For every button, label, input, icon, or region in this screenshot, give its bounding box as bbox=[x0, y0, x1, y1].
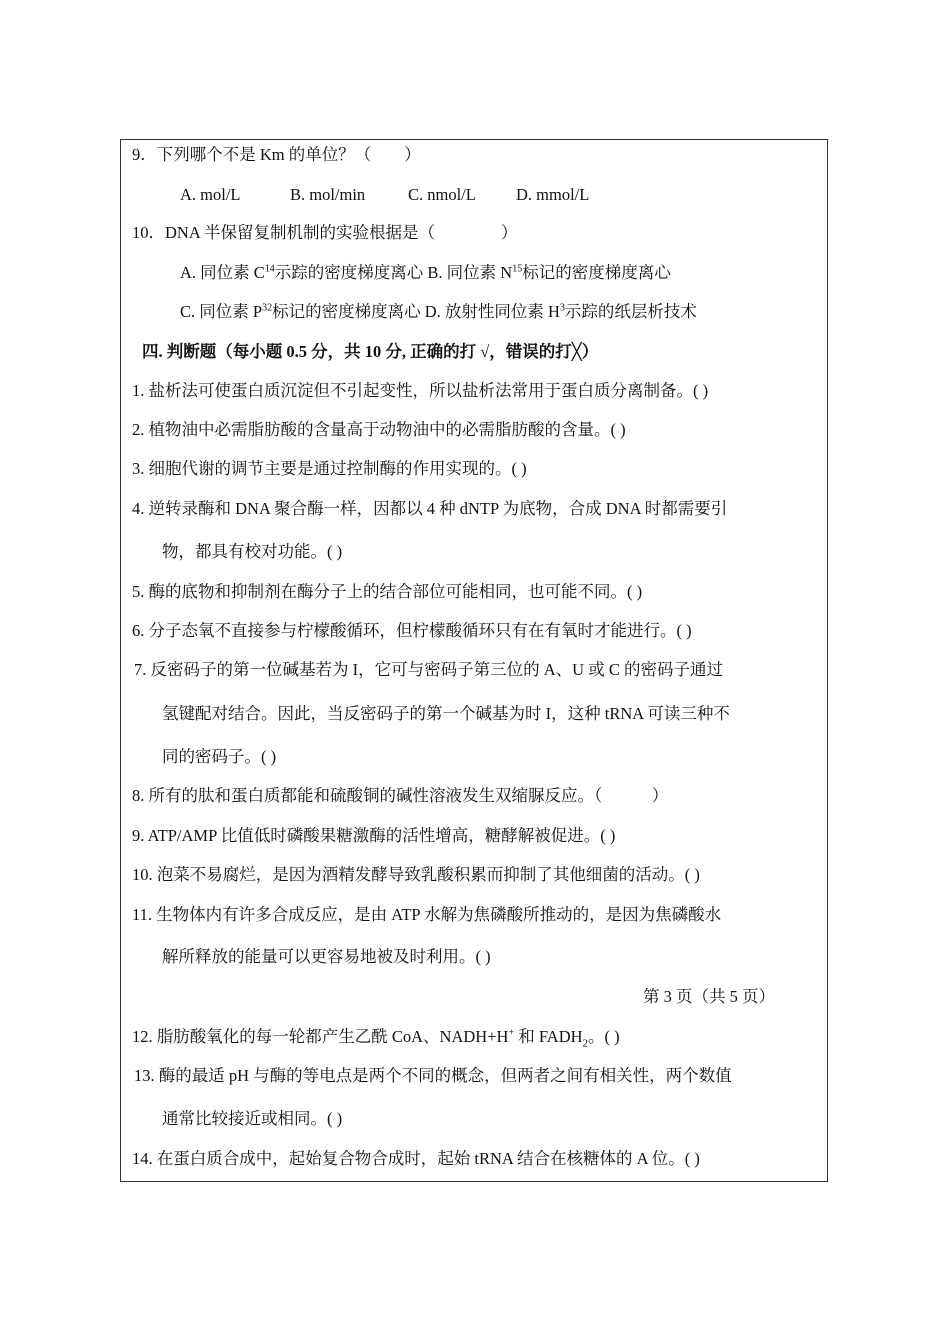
section4-title: 四. 判断题（每小题 0.5 分，共 10 分, 正确的打 √，错误的打╳） bbox=[142, 342, 599, 361]
q10-option-d: D. 放射性同位素 $H^3$示踪的纸层析技术 bbox=[424, 302, 697, 321]
tf-q7-line3: 同的密码子。( ) bbox=[162, 747, 277, 766]
tf-q5: 5. 酶的底物和抑制剂在酶分子上的结合部位可能相同，也可能不同。( ) bbox=[132, 582, 643, 601]
tf-q12: 12. 脂肪酸氧化的每一轮都产生乙酰 CoA、NADH+H+ 和 $FADH_2$。( ) bbox=[132, 1027, 620, 1050]
q10-stem: 10．DNA 半保留复制机制的实验根据是（ ） bbox=[132, 223, 518, 242]
tf-q7-line2: 氢键配对结合。因此，当反密码子的第一个碱基为时 I，这种 tRNA 可读三种不 bbox=[162, 704, 730, 723]
tf-q9: 9. ATP/AMP 比值低时磷酸果糖激酶的活性增高，糖酵解被促进。( ) bbox=[132, 826, 616, 845]
tf-q4-line1: 4. 逆转录酶和 DNA 聚合酶一样，因都以 4 种 dNTP 为底物，合成 DNA 时都需要引 bbox=[132, 499, 728, 518]
tf-q14: 14. 在蛋白质合成中，起始复合物合成时，起始 tRNA 结合在核糖体的 A 位。( ) bbox=[132, 1149, 700, 1168]
q9-options bbox=[180, 184, 589, 206]
q9-stem: 9．下列哪个不是 Km 的单位？（ ） bbox=[132, 145, 421, 164]
tf-q13-line2: 通常比较接近或相同。( ) bbox=[162, 1109, 343, 1128]
q10-option-c: C. 同位素 $P^{32}$标记的密度梯度离心 bbox=[180, 302, 421, 321]
q9-option-c: C. nmol/L bbox=[408, 185, 476, 204]
q10-option-a: A. 同位素 $C^{14}$示踪的密度梯度离心 bbox=[180, 263, 424, 282]
q10-option-b: B. 同位素 $N^{15}$标记的密度梯度离心 bbox=[427, 263, 671, 282]
tf-q2: 2. 植物油中必需脂肪酸的含量高于动物油中的必需脂肪酸的含量。( ) bbox=[132, 420, 626, 439]
q10-options-ab bbox=[180, 262, 671, 284]
tf-q1: 1. 盐析法可使蛋白质沉淀但不引起变性，所以盐析法常用于蛋白质分离制备。( ) bbox=[132, 381, 709, 400]
q10-options-cd bbox=[180, 301, 697, 323]
tf-q11-line2: 解所释放的能量可以更容易地被及时利用。( ) bbox=[162, 947, 491, 966]
q9-option-a: A. mol/L bbox=[180, 185, 241, 204]
tf-q11-line1: 11. 生物体内有许多合成反应，是由 ATP 水解为焦磷酸所推动的，是因为焦磷酸水 bbox=[132, 905, 722, 924]
tf-q13-line1: 13. 酶的最适 pH 与酶的等电点是两个不同的概念，但两者之间有相关性，两个数值 bbox=[134, 1066, 732, 1085]
tf-q10: 10. 泡菜不易腐烂，是因为酒精发酵导致乳酸积累而抑制了其他细菌的活动。( ) bbox=[132, 865, 700, 884]
q9-option-b: B. mol/min bbox=[290, 185, 366, 204]
q9-option-d: D. mmol/L bbox=[516, 185, 590, 204]
tf-q3: 3. 细胞代谢的调节主要是通过控制酶的作用实现的。( ) bbox=[132, 459, 527, 478]
page-number: 第 3 页（共 5 页） bbox=[643, 987, 775, 1006]
tf-q7-line1: 7. 反密码子的第一位碱基若为 I，它可与密码子第三位的 A、U 或 C 的密码子通过 bbox=[134, 660, 723, 679]
tf-q6: 6. 分子态氧不直接参与柠檬酸循环，但柠檬酸循环只有在有氧时才能进行。( ) bbox=[132, 621, 692, 640]
tf-q4-line2: 物，都具有校对功能。( ) bbox=[162, 542, 343, 561]
tf-q8: 8. 所有的肽和蛋白质都能和硫酸铜的碱性溶液发生双缩脲反应。（ ） bbox=[132, 786, 669, 805]
